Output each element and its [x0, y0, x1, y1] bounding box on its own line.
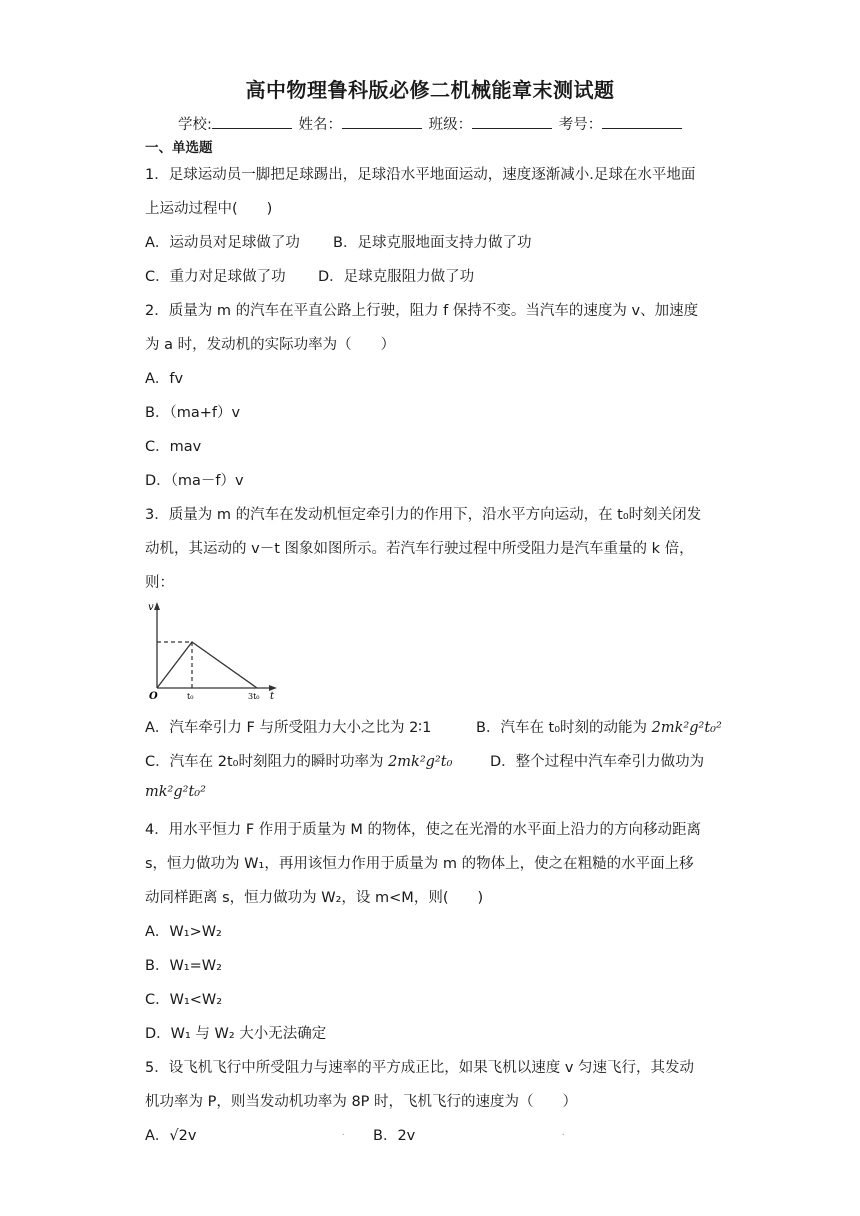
q2-option-d: D．（ma－f）v [145, 473, 244, 489]
exam-no-label: 考号： [558, 117, 603, 133]
q3-stem-line3: 则： [145, 575, 174, 591]
school-blank[interactable] [212, 114, 292, 129]
school-label: 学校: [178, 117, 212, 133]
q2-option-b: B．（ma+f）v [145, 405, 241, 421]
class-blank[interactable] [472, 114, 552, 129]
student-info-line [178, 113, 684, 134]
q3-option-c-math: 2mk²g²t₀ [388, 754, 453, 770]
q3-option-a: A．汽车牵引力 F 与所受阻力大小之比为 2∶1 [145, 720, 432, 736]
t0-label: t₀ [187, 692, 194, 700]
q1-option-b: B．足球克服地面支持力做了功 [333, 235, 532, 251]
q4-stem-line3: 动同样距离 s，恒力做功为 W₂，设 m<M，则( ) [145, 890, 484, 906]
q5-option-b: B．2v [373, 1128, 416, 1144]
q4-stem-line2: s，恒力做功为 W₁，再用该恒力作用于质量为 m 的物体上，使之在粗糙的水平面上移 [145, 856, 694, 872]
q2-option-c: C．mav [145, 439, 202, 455]
vt-graph [145, 600, 285, 700]
q2-option-a: A．fv [145, 371, 184, 387]
q4-option-a: A．W₁>W₂ [145, 924, 222, 940]
v-axis-arrow [154, 602, 160, 610]
placeholder-dot-2: . [562, 1127, 565, 1138]
section-heading: 一、单选题 [145, 140, 213, 156]
name-label: 姓名： [298, 117, 342, 133]
q2-stem-line1: 2．质量为 m 的汽车在平直公路上行驶，阻力 f 保持不变。当汽车的速度为 v、加速度 [145, 303, 699, 319]
t-label: t [270, 691, 275, 700]
q4-stem-line1: 4．用水平恒力 F 作用于质量为 M 的物体，使之在光滑的水平面上沿力的方向移动距离 [145, 822, 702, 838]
q5-stem-line2: 机功率为 P，则当发动机功率为 8P 时，飞机飞行的速度为（ ） [145, 1094, 578, 1110]
q4-option-b: B．W₁=W₂ [145, 958, 222, 974]
q3-stem-line1: 3．质量为 m 的汽车在发动机恒定牵引力的作用下，沿水平方向运动，在 t₀时刻关闭发 [145, 507, 702, 523]
vt-curve [157, 642, 257, 688]
3t0-label: 3t₀ [248, 692, 260, 700]
q4-option-d: D．W₁ 与 W₂ 大小无法确定 [145, 1026, 327, 1042]
q1-option-d: D．足球克服阻力做了功 [318, 269, 475, 285]
q1-stem-line2: 上运动过程中( ) [145, 201, 273, 217]
q3-option-c-text: C．汽车在 2t₀时刻阻力的瞬时功率为 [145, 754, 384, 770]
class-label: 班级： [428, 117, 473, 133]
exam-no-blank[interactable] [602, 114, 682, 129]
q3-option-c [145, 750, 452, 771]
q3-option-b [476, 716, 722, 737]
q3-option-b-math: 2mk²g²t₀² [651, 720, 722, 736]
q1-option-a: A．运动员对足球做了功 [145, 235, 300, 251]
q3-option-d-text: D．整个过程中汽车牵引力做功为 [490, 754, 705, 770]
q3-option-b-text: B．汽车在 t₀时刻的动能为 [476, 720, 648, 736]
q4-option-c: C．W₁<W₂ [145, 992, 223, 1008]
q1-stem-line1: 1．足球运动员一脚把足球踢出，足球沿水平地面运动，速度逐渐减小.足球在水平地面 [145, 167, 696, 183]
page-title: 高中物理鲁科版必修二机械能章末测试题 [245, 78, 615, 102]
q3-stem-line2: 动机，其运动的 v－t 图象如图所示。若汽车行驶过程中所受阻力是汽车重量的 k 倍， [145, 541, 694, 557]
v-label: v [148, 602, 154, 613]
placeholder-dot-1: . [342, 1127, 345, 1138]
q3-option-d-math: mk²g²t₀² [145, 784, 206, 800]
q5-option-a: A．√2v [145, 1128, 197, 1144]
name-blank[interactable] [342, 114, 422, 129]
q2-stem-line2: 为 a 时，发动机的实际功率为（ ） [145, 337, 396, 353]
q5-stem-line1: 5．设飞机飞行中所受阻力与速率的平方成正比，如果飞机以速度 v 匀速飞行，其发动 [145, 1060, 695, 1076]
origin-label: O [149, 691, 158, 700]
q1-option-c: C．重力对足球做了功 [145, 269, 286, 285]
